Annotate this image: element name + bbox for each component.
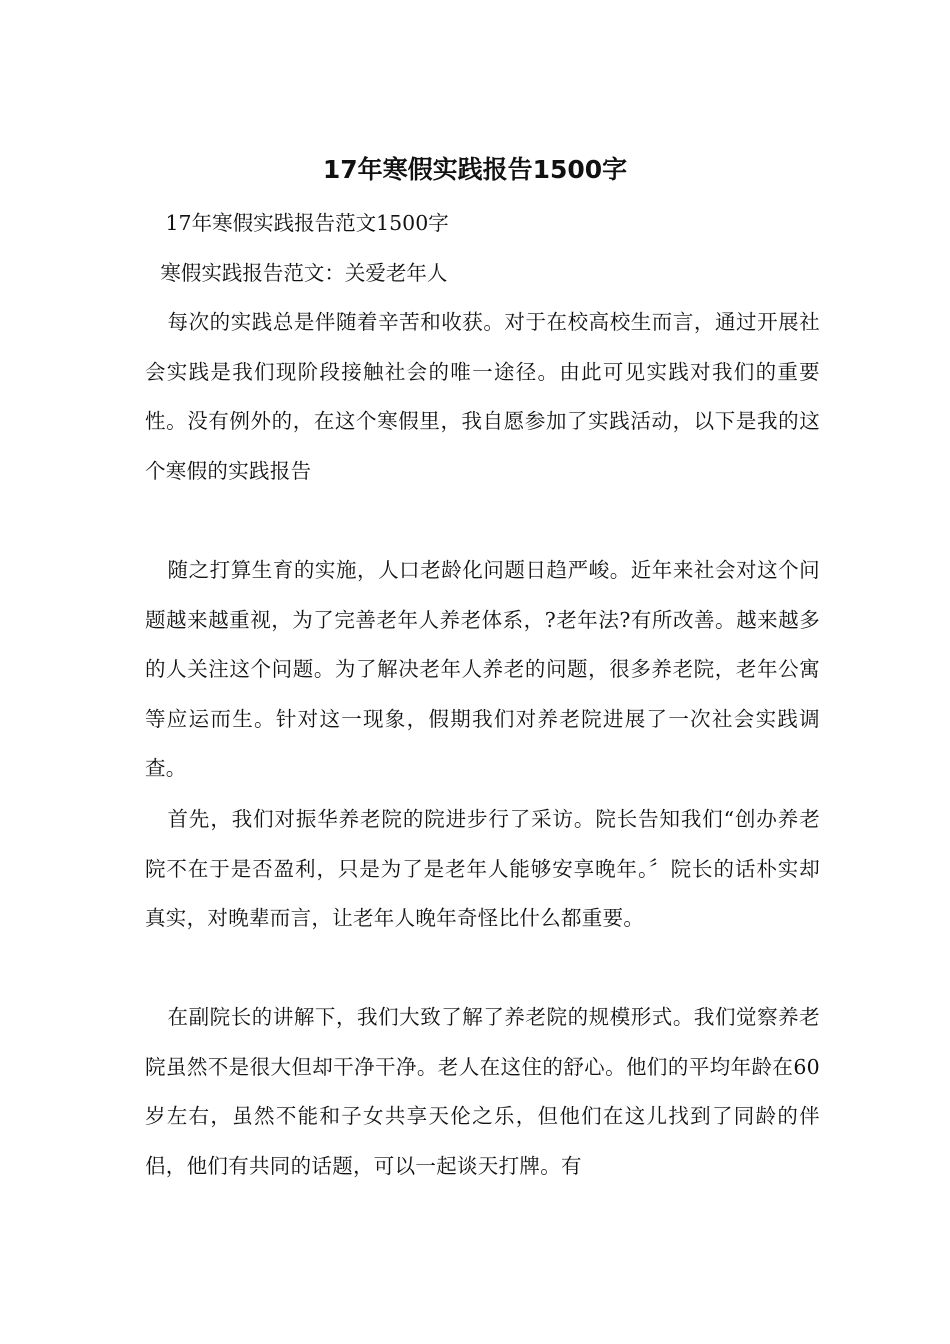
paragraph: 随之打算生育的实施，人口老龄化问题日趋严峻。近年来社会对这个问题越来越重视，为了完善老年人养老体系，?老年法?有所改善。越来越多的人关注这个问题。为了解决老年人养老的问题，很多养老院，老年公寓等应运而生。针对这一现象，假期我们对养老院进展了一次社会实践调查。 — [145, 558, 820, 781]
paragraph: 首先，我们对振华养老院的院进步行了采访。院长告知我们“创办养老院不在于是否盈利，只是为了是老年人能够安享晚年。〞院长的话朴实却真实，对晚辈而言，让老年人晚年奇怪比什么都重要。 — [145, 807, 820, 931]
paragraph: 在副院长的讲解下，我们大致了解了养老院的规模形式。我们觉察养老院虽然不是很大但却干净干净。老人在这住的舒心。他们的平均年龄在60岁左右，虽然不能和子女共享天伦之乐，但他们在这儿找到了同龄的伴侣，他们有共同的话题，可以一起谈天打牌。有 — [145, 1005, 820, 1178]
document-title: 17年寒假实践报告1500字 — [322, 155, 628, 184]
document-subtitle: 17年寒假实践报告范文1500字 — [165, 211, 449, 235]
paragraph: 每次的实践总是伴随着辛苦和收获。对于在校高校生而言，通过开展社会实践是我们现阶段接触社会的唯一途径。由此可见实践对我们的重要性。没有例外的，在这个寒假里，我自愿参加了实践活动，以下是我的这个寒假的实践报告 — [145, 310, 820, 483]
section-heading: 寒假实践报告范文：关爱老年人 — [160, 261, 448, 285]
